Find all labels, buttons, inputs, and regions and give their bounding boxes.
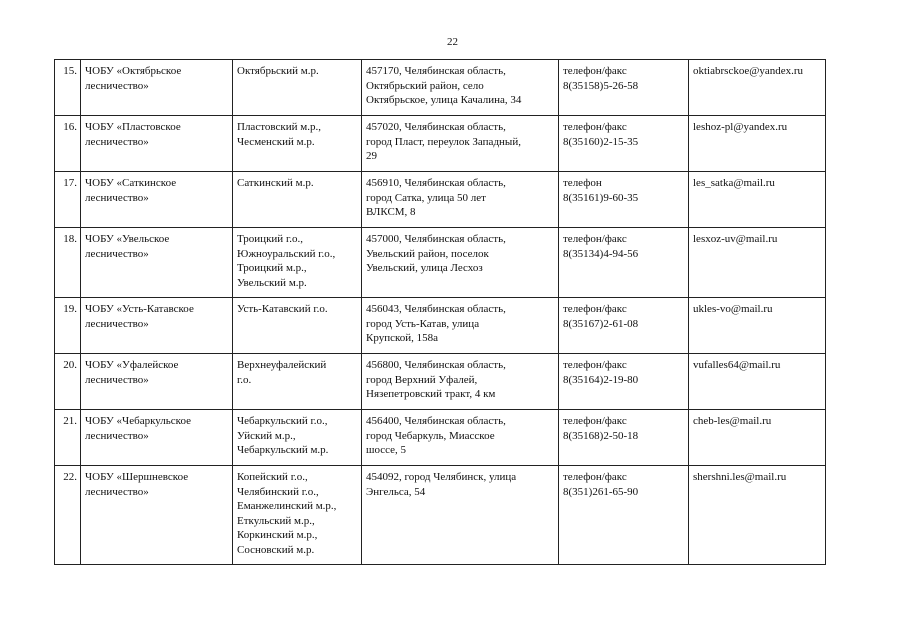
service-area: Пластовский м.р., Чесменский м.р.	[233, 116, 362, 172]
postal-address: 456043, Челябинская область, город Усть-Катав, улица Крупской, 158а	[362, 298, 559, 354]
table-row	[55, 410, 826, 466]
postal-address: 457170, Челябинская область, Октябрьский район, село Октябрьское, улица Качалина, 34	[362, 60, 559, 116]
phone-fax: телефон/факс 8(351)261-65-90	[559, 466, 689, 565]
table-row	[55, 354, 826, 410]
phone-fax: телефон/факс 8(35158)5-26-58	[559, 60, 689, 116]
phone-fax: телефон/факс 8(35168)2-50-18	[559, 410, 689, 466]
row-number: 18.	[55, 228, 81, 298]
service-area: Усть-Катавский г.о.	[233, 298, 362, 354]
phone-fax: телефон/факс 8(35164)2-19-80	[559, 354, 689, 410]
service-area: Саткинский м.р.	[233, 172, 362, 228]
postal-address: 457020, Челябинская область, город Пласт, переулок Западный, 29	[362, 116, 559, 172]
table-row	[55, 298, 826, 354]
organization-name: ЧОБУ «Шершневское лесничество»	[81, 466, 233, 565]
service-area: Чебаркульский г.о., Уйский м.р., Чебаркульский м.р.	[233, 410, 362, 466]
table-row	[55, 228, 826, 298]
table-row	[55, 116, 826, 172]
forestry-table	[54, 59, 826, 565]
email-address: lesxoz-uv@mail.ru	[689, 228, 826, 298]
row-number: 21.	[55, 410, 81, 466]
row-number: 16.	[55, 116, 81, 172]
table-row	[55, 172, 826, 228]
email-address: cheb-les@mail.ru	[689, 410, 826, 466]
page-number: 22	[447, 36, 458, 48]
postal-address: 454092, город Челябинск, улица Энгельса, 54	[362, 466, 559, 565]
service-area: Троицкий г.о., Южноуральский г.о., Троицкий м.р., Увельский м.р.	[233, 228, 362, 298]
organization-name: ЧОБУ «Пластовское лесничество»	[81, 116, 233, 172]
table-row	[55, 60, 826, 116]
phone-fax: телефон/факс 8(35134)4-94-56	[559, 228, 689, 298]
email-address: les_satka@mail.ru	[689, 172, 826, 228]
organization-name: ЧОБУ «Октябрьское лесничество»	[81, 60, 233, 116]
postal-address: 456800, Челябинская область, город Верхний Уфалей, Нязепетровский тракт, 4 км	[362, 354, 559, 410]
service-area: Копейский г.о., Челябинский г.о., Еманжелинский м.р., Еткульский м.р., Коркинский м.р., Сосновский м.р.	[233, 466, 362, 565]
phone-fax: телефон/факс 8(35167)2-61-08	[559, 298, 689, 354]
postal-address: 456910, Челябинская область, город Сатка, улица 50 лет ВЛКСМ, 8	[362, 172, 559, 228]
email-address: leshoz-pl@yandex.ru	[689, 116, 826, 172]
phone-fax: телефон 8(35161)9-60-35	[559, 172, 689, 228]
organization-name: ЧОБУ «Уфалейское лесничество»	[81, 354, 233, 410]
table-row	[55, 466, 826, 565]
row-number: 22.	[55, 466, 81, 565]
email-address: vufalles64@mail.ru	[689, 354, 826, 410]
email-address: shershni.les@mail.ru	[689, 466, 826, 565]
row-number: 19.	[55, 298, 81, 354]
email-address: oktiabrsckoe@yandex.ru	[689, 60, 826, 116]
row-number: 20.	[55, 354, 81, 410]
row-number: 17.	[55, 172, 81, 228]
postal-address: 457000, Челябинская область, Увельский район, поселок Увельский, улица Лесхоз	[362, 228, 559, 298]
phone-fax: телефон/факс 8(35160)2-15-35	[559, 116, 689, 172]
organization-name: ЧОБУ «Чебаркульское лесничество»	[81, 410, 233, 466]
service-area: Верхнеуфалейский г.о.	[233, 354, 362, 410]
organization-name: ЧОБУ «Саткинское лесничество»	[81, 172, 233, 228]
row-number: 15.	[55, 60, 81, 116]
email-address: ukles-vo@mail.ru	[689, 298, 826, 354]
service-area: Октябрьский м.р.	[233, 60, 362, 116]
postal-address: 456400, Челябинская область, город Чебаркуль, Миасское шоссе, 5	[362, 410, 559, 466]
organization-name: ЧОБУ «Увельское лесничество»	[81, 228, 233, 298]
organization-name: ЧОБУ «Усть-Катавское лесничество»	[81, 298, 233, 354]
